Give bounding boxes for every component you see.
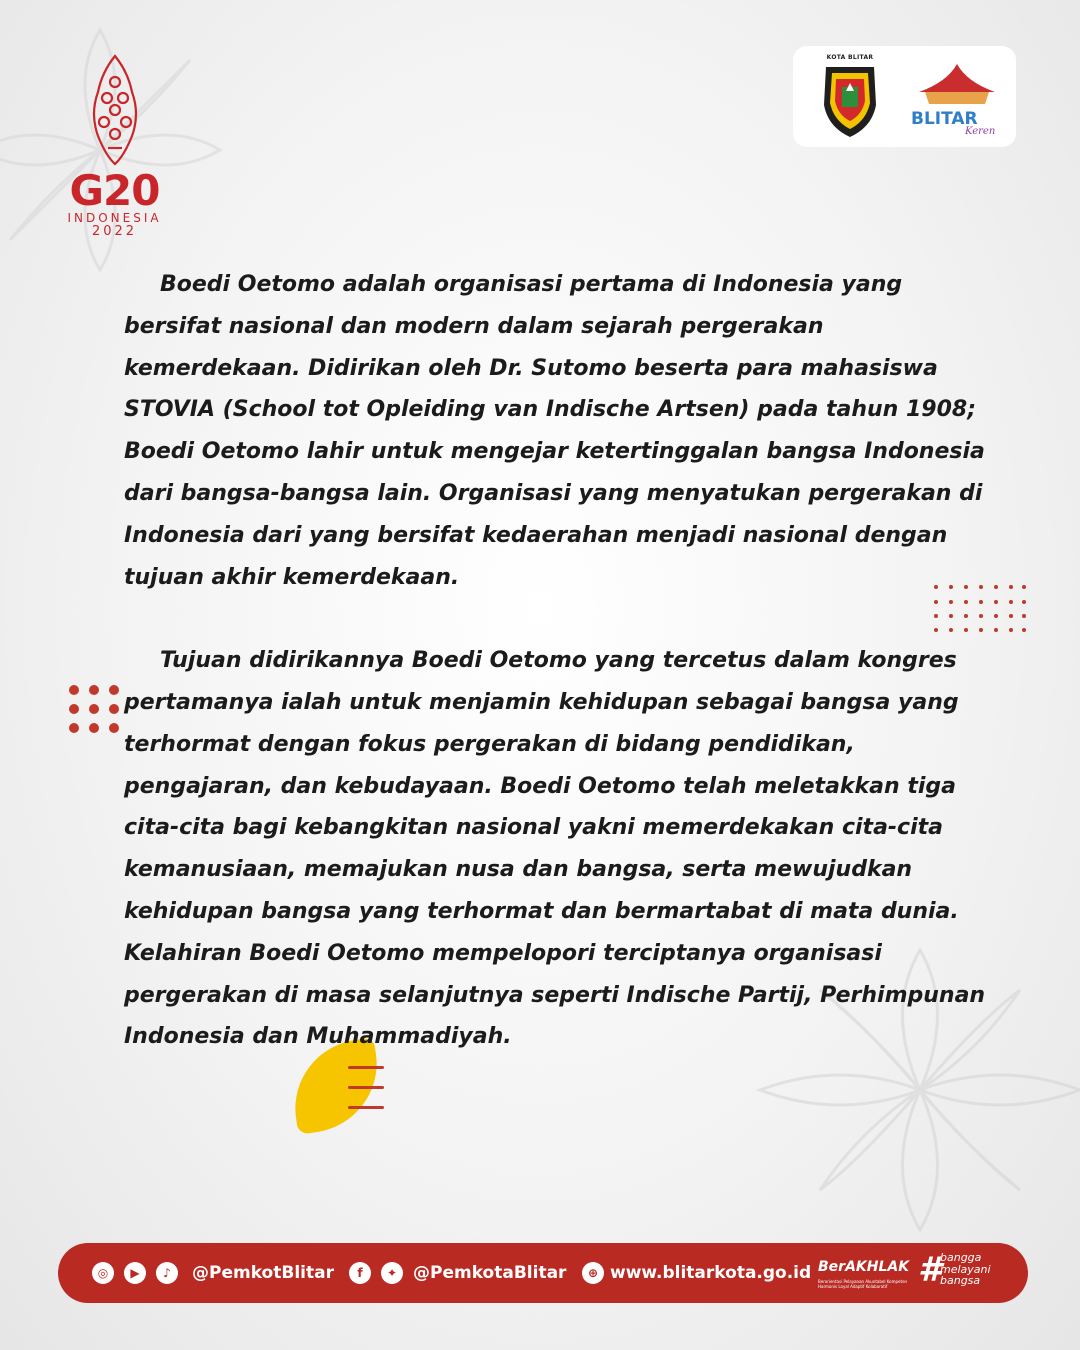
youtube-icon[interactable]: ▶ [124,1262,146,1284]
crest-label: KOTA BLITAR [826,54,874,61]
paragraph-2: Tujuan didirikannya Boedi Oetomo yang tercetus dalam kongres pertamanya ialah untuk menjamin kehidupan sebagai bangsa yang terhormat dengan fokus pergerakan di bidang pendidikan, pengajaran, dan kebudayaan. Boedi Oetomo telah meletakkan tiga cita-cita bagi kebangkitan nasional yakni memerdekakan cita-cita kemanusiaan, memajukan nusa dan bangsa, serta mewujudkan kehidupan bangsa yang terhormat dan bermartabat di mata dunia. Kelahiran Boedi Oetomo mempelopori terciptanya organisasi pergerakan di masa selanjutnya seperti Indische Partij, Perhimpunan Indonesia dan Muhammadiyah. [124,648,986,1050]
social-handle-pemkotblitar[interactable]: @PemkotBlitar [192,1263,334,1283]
berakhlak-title: BerAKHLAK [818,1259,910,1275]
g20-indonesia-logo [52,52,177,239]
dot-grid-left-decoration [66,682,122,736]
article-body [124,264,1004,1058]
kota-blitar-crest [815,54,885,143]
facebook-icon[interactable]: f [349,1262,371,1284]
g20-gunungan-icon [80,52,150,167]
blitar-keren-logo [905,58,1009,138]
tagline-word-3: bangsa [940,1274,981,1287]
paragraph-1: Boedi Oetomo adalah organisasi pertama di Indonesia yang bersifat nasional dan modern dalam sejarah pergerakan kemerdekaan. Didirikan oleh Dr. Sutomo beserta para mahasiswa STOVIA (School tot Opleiding van Indische Artsen) pada tahun 1908; Boedi Oetomo lahir untuk mengejar ketertinggalan bangsa Indonesia dari bangsa-bangsa lain. Organisasi yang menyatukan pergerakan di Indonesia dari yang bersifat kedaerahan menjadi nasional dengan tujuan akhir kemerdekaan. [124,272,985,590]
bangga-melayani-bangsa-tagline [940,1252,991,1287]
berakhlak-values: Berorientasi Pelayanan Akuntabel Kompeten Harmonis Loyal Adaptif Kolaboratif [818,1279,908,1289]
red-lines-decoration [348,1066,384,1126]
brand-main-text: BLITAR [911,109,978,129]
g20-title: G20 [69,166,160,215]
berakhlak-logo [818,1252,1018,1294]
website-link[interactable]: www.blitarkota.go.id [610,1263,812,1283]
social-handle-pemkotablitar[interactable]: @PemkotaBlitar [413,1263,567,1283]
g20-subtitle: INDONESIA [67,211,162,225]
tagline-word-2: melayani [940,1262,991,1276]
tagline-word-1: bangga [940,1251,982,1264]
footer-bar [58,1243,1028,1303]
instagram-icon[interactable]: ◎ [92,1262,114,1284]
hashtag-symbol: # [918,1250,942,1290]
twitter-icon[interactable]: ✦ [381,1262,403,1284]
g20-year: 2022 [91,224,138,239]
tiktok-icon[interactable]: ♪ [156,1262,178,1284]
globe-icon: ⊕ [582,1262,604,1284]
crest-shield-icon [820,61,880,139]
brand-sub-text: Keren [965,126,996,137]
partner-logos-card [793,46,1016,147]
